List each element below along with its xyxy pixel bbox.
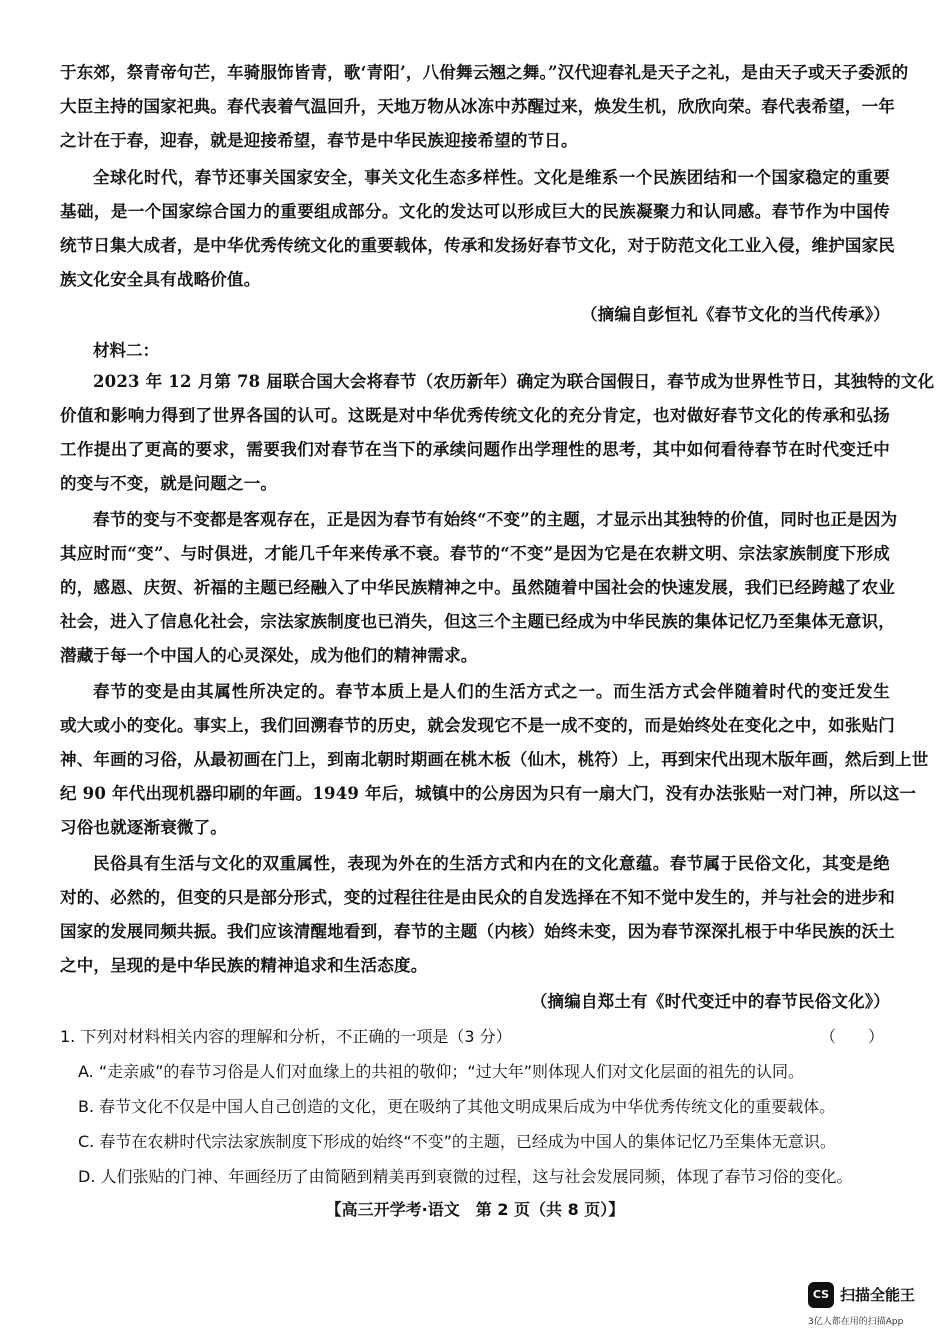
answer-bracket[interactable]: （ ）: [819, 1027, 884, 1046]
option-d[interactable]: D. 人们张贴的门神、年画经历了由简陋到精美再到衰微的过程，这与社会发展同频，体现了春节习俗的变化。: [78, 1167, 853, 1186]
text-line: 的，感恩、庆贺、祈福的主题已经融入了中华民族精神之中。虽然随着中国社会的快速发展，我们已经跨越了农业: [60, 578, 895, 597]
option-a[interactable]: A. “走亲戚”的春节习俗是人们对血缘上的共祖的敬仰；“过大年”则体现人们对文化层面的祖先的认同。: [78, 1062, 804, 1081]
camscanner-logo-icon: CS: [808, 1282, 834, 1308]
scanner-watermark: [808, 1282, 943, 1336]
text-line: 习俗也就逐渐衰微了。: [60, 818, 227, 837]
watermark-app-name: 扫描全能王: [840, 1286, 916, 1304]
text-line: 春节的变与不变都是客观存在，正是因为春节有始终“不变”的主题，才显示出其独特的价值，同时也正是因为: [93, 510, 898, 529]
text-line: 统节日集大成者，是中华优秀传统文化的重要载体，传承和发扬好春节文化，对于防范文化工业入侵，维护国家民: [60, 236, 895, 255]
text-line: 2023 年 12 月第 78 届联合国大会将春节（农历新年）确定为联合国假日，春节成为世界性节日，其独特的文化: [93, 372, 935, 391]
text-line: 全球化时代，春节还事关国家安全，事关文化生态多样性。文化是维系一个民族团结和一个国家稳定的重要: [93, 168, 890, 187]
text-line: 潜藏于每一个中国人的心灵深处，成为他们的精神需求。: [60, 646, 478, 665]
watermark-tagline: 3亿人都在用的扫描App: [808, 1317, 904, 1327]
text-line: 春节的变是由其属性所决定的。春节本质上是人们的生活方式之一。而生活方式会伴随着时代的变迁发生: [93, 682, 890, 701]
page-footer: 【高三开学考·语文 第 2 页（共 8 页）】: [325, 1200, 625, 1219]
text-line: 之计在于春，迎春，就是迎接希望，春节是中华民族迎接希望的节日。: [60, 131, 578, 150]
question-stem-text: 1. 下列对材料相关内容的理解和分析，不正确的一项是（3 分）: [60, 1027, 512, 1046]
text-line: 大臣主持的国家祀典。春代表着气温回升，天地万物从冰冻中苏醒过来，焕发生机，欣欣向荣。春代表希望，一年: [60, 97, 895, 116]
material2-source: （摘编自郑土有《时代变迁中的春节民俗文化》）: [530, 992, 890, 1011]
option-c[interactable]: C. 春节在农耕时代宗法家族制度下形成的始终“不变”的主题，已经成为中国人的集体记忆乃至集体无意识。: [78, 1132, 836, 1151]
text-line: 民俗具有生活与文化的双重属性，表现为外在的生活方式和内在的文化意蕴。春节属于民俗文化，其变是绝: [93, 854, 890, 873]
text-line: 于东郊，祭青帝句芒，车骑服饰皆青，歌‘青阳’，八佾舞云翘之舞。”汉代迎春礼是天子之礼，是由天子或天子委派的: [60, 63, 909, 82]
text-line: 社会，进入了信息化社会，宗法家族制度也已消失，但这三个主题已经成为中华民族的集体记忆乃至集体无意识，: [60, 612, 895, 631]
text-line: 价值和影响力得到了世界各国的认可。这既是对中华优秀传统文化的充分肯定，也对做好春节文化的传承和弘扬: [60, 406, 890, 425]
question-stem: [60, 1021, 890, 1053]
text-line: 基础，是一个国家综合国力的重要组成部分。文化的发达可以形成巨大的民族凝聚力和认同感。春节作为中国传: [60, 202, 890, 221]
material2-heading: 材料二：: [93, 341, 159, 360]
text-line: 神、年画的习俗，从最初画在门上，到南北朝时期画在桃木板（仙木，桃符）上，再到宋代出现木版年画，然后到上世: [60, 750, 929, 769]
text-line: 国家的发展同频共振。我们应该清醒地看到，春节的主题（内核）始终未变，因为春节深深扎根于中华民族的沃土: [60, 922, 895, 941]
text-line: 其应时而“变”、与时俱进，才能几千年来传承不衰。春节的“不变”是因为它是在农耕文明、宗法家族制度下形成: [60, 544, 890, 563]
text-line: 族文化安全具有战略价值。: [60, 270, 261, 289]
text-line: 对的、必然的，但变的只是部分形式，变的过程往往是由民众的自发选择在不知不觉中发生的，并与社会的进步和: [60, 888, 895, 907]
text-line: 的变与不变，就是问题之一。: [60, 474, 278, 493]
text-line: 工作提出了更高的要求，需要我们对春节在当下的承续问题作出学理性的思考，其中如何看待春节在时代变迁中: [60, 440, 890, 459]
text-line: 纪 90 年代出现机器印刷的年画。1949 年后，城镇中的公房因为只有一扇大门，没有办法张贴一对门神，所以这一: [60, 784, 917, 803]
option-b[interactable]: B. 春节文化不仅是中国人自己创造的文化，更在吸纳了其他文明成果后成为中华优秀传统文化的重要载体。: [78, 1097, 836, 1116]
material1-source: （摘编自彭恒礼《春节文化的当代传承》）: [580, 305, 890, 324]
text-line: 之中，呈现的是中华民族的精神追求和生活态度。: [60, 956, 428, 975]
text-line: 或大或小的变化。事实上，我们回溯春节的历史，就会发现它不是一成不变的，而是始终处在变化之中，如张贴门: [60, 716, 895, 735]
